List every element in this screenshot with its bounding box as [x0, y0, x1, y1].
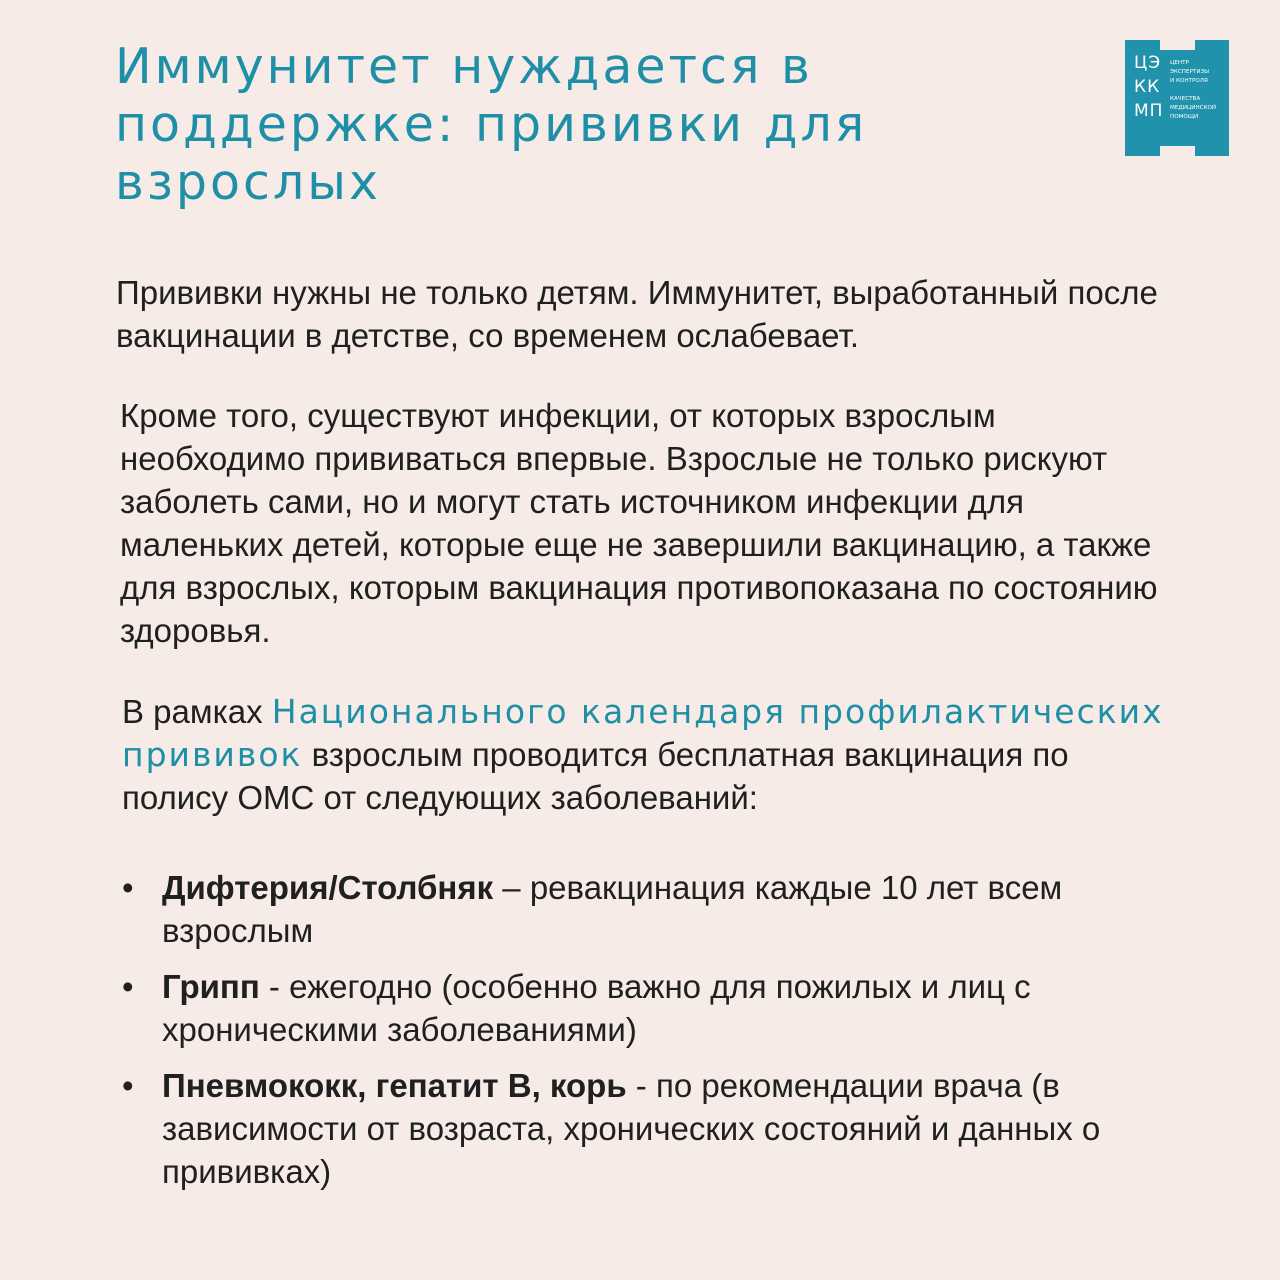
- disease-description: - по рекомендации врача (в зависимости от возраста, хронических состояний и данных о прививках): [162, 1067, 1101, 1190]
- logo-text-line: КАЧЕСТВА: [1170, 96, 1201, 102]
- logo-mark-line: КК: [1134, 77, 1161, 97]
- bullet-icon: •: [122, 1067, 134, 1104]
- organization-logo: [1125, 40, 1229, 156]
- list-item: [120, 965, 1190, 1051]
- bullet-icon: •: [122, 869, 134, 906]
- disease-name: Дифтерия/Столбняк: [162, 869, 494, 906]
- logo-text-line: ПОМОЩИ: [1170, 114, 1199, 120]
- list-item: [120, 866, 1190, 952]
- disease-description: - ежегодно (особенно важно для пожилых и лиц с хроническими заболеваниями): [162, 968, 1031, 1048]
- list-item: [120, 1064, 1190, 1193]
- logo-text-line: МЕДИЦИНСКОЙ: [1170, 105, 1217, 111]
- calendar-paragraph: [122, 690, 1182, 819]
- logo-mark-line: МП: [1134, 101, 1164, 121]
- disease-name: Пневмококк, гепатит В, корь: [162, 1067, 627, 1104]
- vaccination-list: [120, 866, 1190, 1206]
- logo-text-line: ЦЕНТР: [1170, 60, 1189, 66]
- calendar-intro-text: В рамках: [122, 693, 272, 730]
- logo-text-line: И КОНТРОЛЯ: [1170, 78, 1208, 84]
- disease-name: Грипп: [162, 968, 260, 1005]
- bullet-icon: •: [122, 968, 134, 1005]
- intro-paragraph: Прививки нужны не только детям. Иммунитет, выработанный после вакцинации в детстве, со временем ослабевает.: [116, 274, 1158, 354]
- calendar-rest-text: взрослым проводится бесплатная вакцинация по полису ОМС от следующих заболеваний:: [122, 736, 1069, 816]
- logo-text-line: ЭКСПЕРТИЗЫ: [1170, 69, 1210, 75]
- disease-description: – ревакцинация каждые 10 лет всем взрослым: [162, 869, 1063, 949]
- infection-risk-paragraph: Кроме того, существуют инфекции, от которых взрослым необходимо прививаться впервые. Взрослые не только рискуют заболеть сами, но и могут стать источником инфекции для маленьких детей, которые еще не завершили вакцинацию, а также для взрослых, которым вакцинация противопоказана по состоянию здоровья.: [120, 397, 1158, 649]
- national-calendar-link[interactable]: Национального календаря профилактических прививок: [122, 692, 1164, 774]
- page-title: Иммунитет нуждается в поддержке: прививки для взрослых: [115, 38, 868, 211]
- logo-mark-line: ЦЭ: [1134, 53, 1162, 73]
